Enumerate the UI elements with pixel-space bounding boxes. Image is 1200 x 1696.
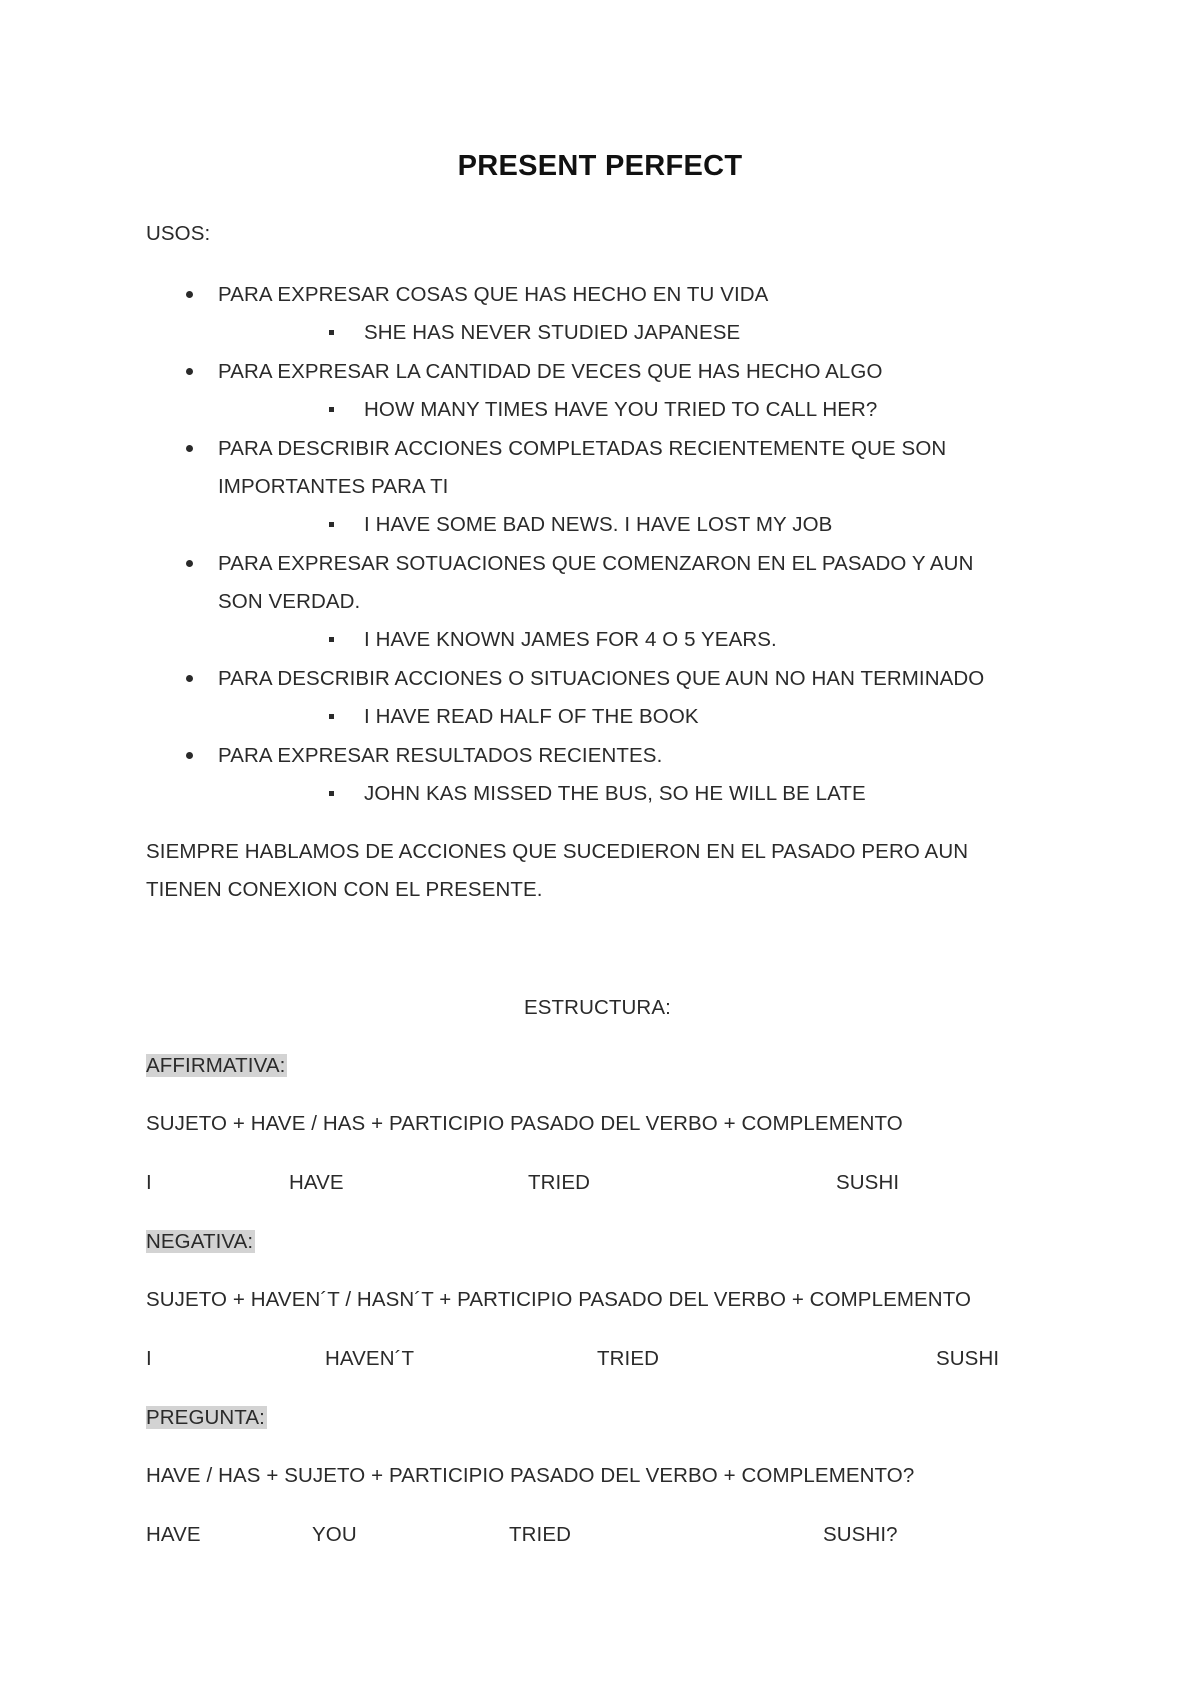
question-example-complement: SUSHI? [823,1523,898,1546]
use-example: HOW MANY TIMES HAVE YOU TRIED TO CALL HER? [364,398,878,421]
bullet-icon [186,368,193,375]
use-text: PARA EXPRESAR SOTUACIONES QUE COMENZARON EN EL PASADO Y AUN [218,552,974,575]
negative-example-complement: SUSHI [936,1347,1000,1370]
use-text: PARA EXPRESAR COSAS QUE HAS HECHO EN TU VIDA [218,283,769,306]
affirmative-example-complement: SUSHI [836,1171,900,1194]
negative-example-auxiliary: HAVEN´T [325,1347,415,1370]
square-bullet-icon [329,407,334,412]
bullet-icon [186,445,193,452]
square-bullet-icon [329,637,334,642]
affirmative-example-participle: TRIED [528,1171,590,1194]
use-example: I HAVE SOME BAD NEWS. I HAVE LOST MY JOB [364,513,833,536]
square-bullet-icon [329,791,334,796]
summary-text: SIEMPRE HABLAMOS DE ACCIONES QUE SUCEDIERON EN EL PASADO PERO AUN [146,840,969,863]
affirmative-example-auxiliary: HAVE [289,1171,344,1194]
question-label-highlight: PREGUNTA: [146,1406,265,1429]
bullet-icon [186,675,193,682]
use-text: PARA EXPRESAR RESULTADOS RECIENTES. [218,744,663,767]
question-example-auxiliary: HAVE [146,1523,201,1546]
usos-label: USOS: [146,222,211,245]
use-text: SON VERDAD. [218,590,361,613]
square-bullet-icon [329,522,334,527]
use-text: PARA DESCRIBIR ACCIONES COMPLETADAS RECIENTEMENTE QUE SON [218,437,947,460]
negative-label [146,1230,255,1254]
question-label [146,1406,267,1430]
bullet-icon [186,752,193,759]
use-example: SHE HAS NEVER STUDIED JAPANESE [364,321,741,344]
square-bullet-icon [329,330,334,335]
affirmative-example-subject: I [146,1171,152,1194]
use-text: PARA DESCRIBIR ACCIONES O SITUACIONES QUE AUN NO HAN TERMINADO [218,667,985,690]
use-example: I HAVE READ HALF OF THE BOOK [364,705,699,728]
negative-formula: SUJETO + HAVEN´T / HASN´T + PARTICIPIO PASADO DEL VERBO + COMPLEMENTO [146,1288,972,1311]
summary-text: TIENEN CONEXION CON EL PRESENTE. [146,878,543,901]
negative-example-subject: I [146,1347,152,1370]
page-title: PRESENT PERFECT [457,150,743,182]
use-text: IMPORTANTES PARA TI [218,475,449,498]
affirmative-label-highlight: AFFIRMATIVA: [146,1054,286,1077]
negative-example-participle: TRIED [597,1347,659,1370]
bullet-icon [186,560,193,567]
bullet-icon [186,291,193,298]
use-text: PARA EXPRESAR LA CANTIDAD DE VECES QUE HAS HECHO ALGO [218,360,883,383]
square-bullet-icon [329,714,334,719]
question-example-subject: YOU [312,1523,357,1546]
question-formula: HAVE / HAS + SUJETO + PARTICIPIO PASADO DEL VERBO + COMPLEMENTO? [146,1464,915,1487]
estructura-heading: ESTRUCTURA: [524,996,671,1019]
question-example-participle: TRIED [509,1523,571,1546]
negative-label-highlight: NEGATIVA: [146,1230,254,1253]
use-example: JOHN KAS MISSED THE BUS, SO HE WILL BE LATE [364,782,866,805]
affirmative-label [146,1054,287,1078]
affirmative-formula: SUJETO + HAVE / HAS + PARTICIPIO PASADO DEL VERBO + COMPLEMENTO [146,1112,903,1135]
use-example: I HAVE KNOWN JAMES FOR 4 O 5 YEARS. [364,628,777,651]
